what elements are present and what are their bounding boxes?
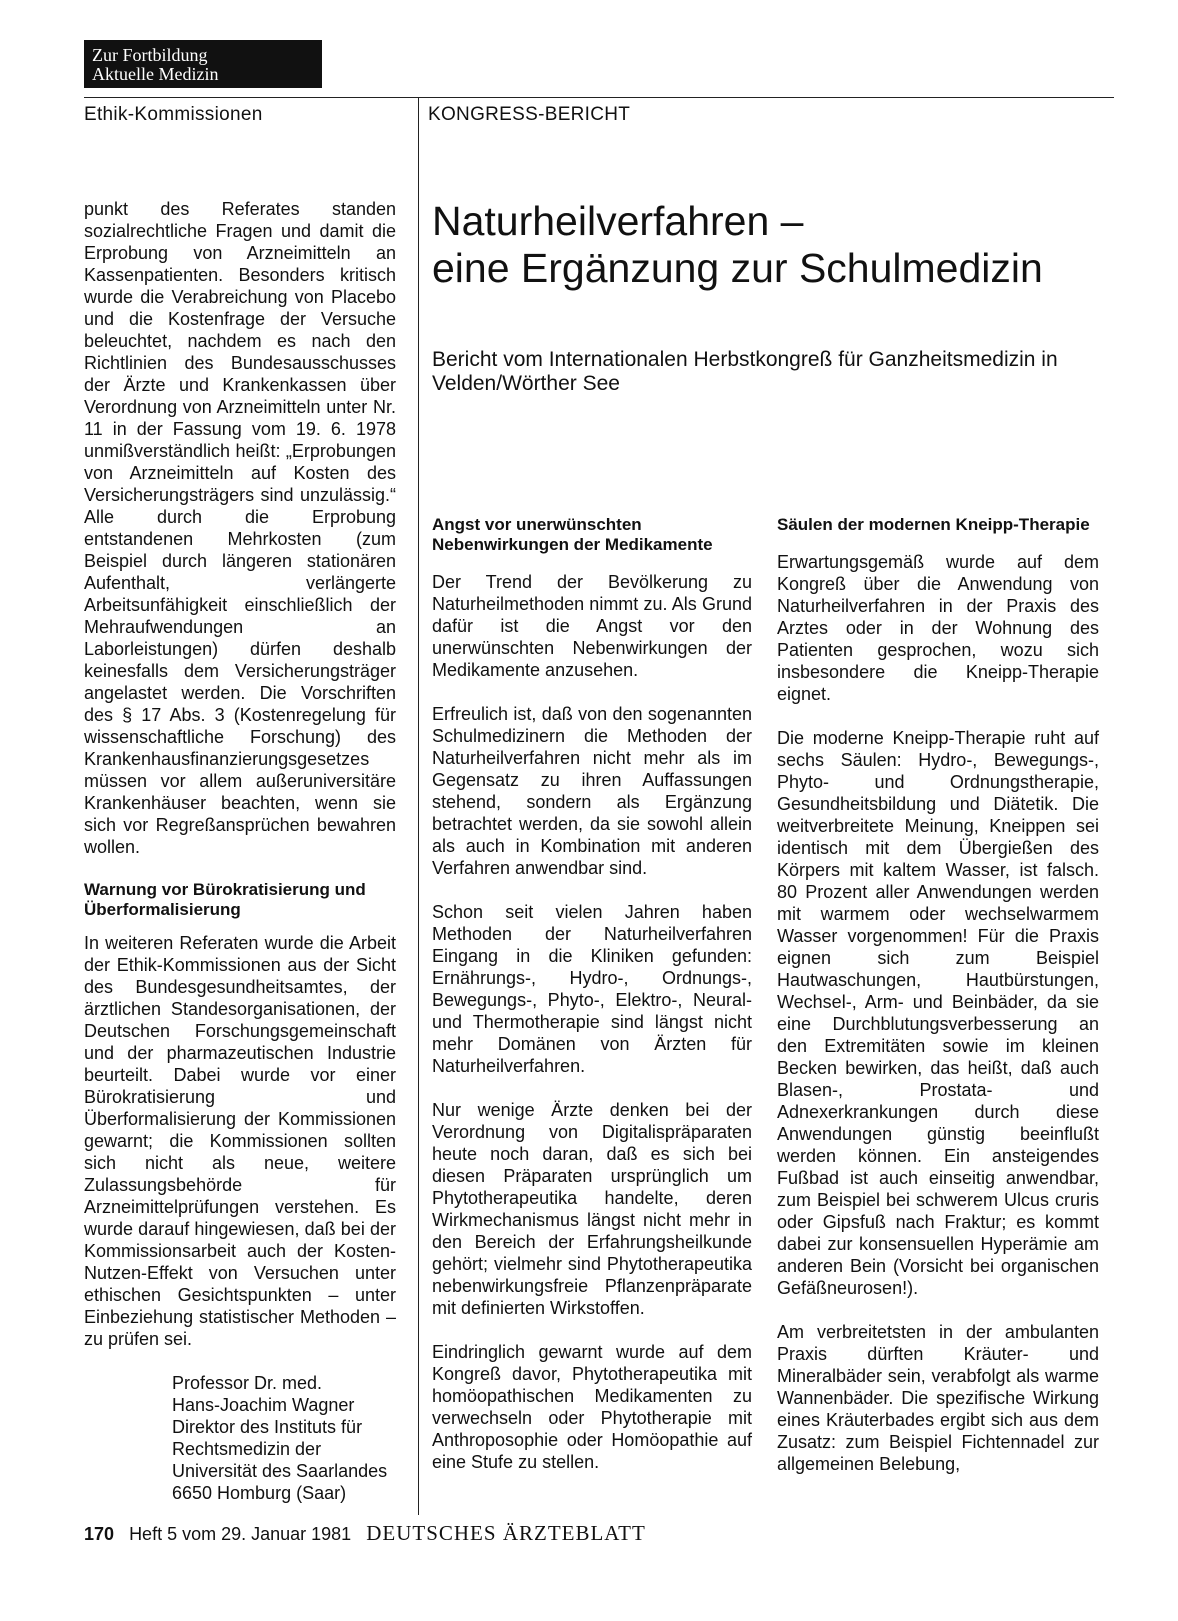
section-label-right: KONGRESS-BERICHT	[428, 104, 631, 125]
column-middle	[432, 515, 752, 1473]
section-heading: Warnung vor Bürokratisierung und Überformalisierung	[84, 880, 366, 919]
paragraph: Schon seit vielen Jahren haben Methoden der Naturheilverfahren Eingang in die Kliniken gefunden: Ernährungs-, Hydro-, Ordnungs-, Bewegungs-, Phyto-, Elektro-, Neural- und Thermotherapie sind längst nicht mehr Domänen von Ärzten für Naturheilverfahren.	[432, 902, 752, 1076]
badge-line-1: Zur Fortbildung	[92, 45, 208, 65]
author-block	[172, 1372, 396, 1504]
column-right	[777, 515, 1099, 1475]
paragraph: In weiteren Referaten wurde die Arbeit der Ethik-Kommissionen aus der Sicht des Bundesgesundheitsamtes, der ärztlichen Standesorganisationen, der Deutschen Forschungsgemeinschaft und der pharmazeutischen Industrie beurteilt. Dabei wurde vor einer Bürokratisierung und Überformalisierung der Kommissionen gewarnt; die Kommissionen sollten sich nicht als neue, weitere Zulassungsbehörde für Arzneimittelprüfungen verstehen. Es wurde darauf hingewiesen, daß bei der Kommissionsarbeit auch der Kosten-Nutzen-Effekt von Versuchen unter ethischen Gesichtspunkten – unter Einbeziehung statistischer Methoden – zu prüfen sei.	[84, 933, 396, 1349]
paragraph: Nur wenige Ärzte denken bei der Verordnung von Digitalispräparaten heute noch daran, daß es sich bei diesen Präparaten ursprünglich um Phytotherapeutika handelte, deren Wirkmechanismus längst nicht mehr in den Bereich der Erfahrungsheilkunde gehört; vielmehr sind Phytotherapeutika nebenwirkungsfreie Pflanzenpräparate mit definierten Wirkstoffen.	[432, 1100, 752, 1318]
author-line: Rechtsmedizin der	[172, 1439, 322, 1459]
paragraph: Erfreulich ist, daß von den sogenannten Schulmedizinern die Methoden der Naturheilverfahren nicht mehr als im Gegensatz zu ihren Auffassungen stehend, sondern als Ergänzung betrachtet werden, da sie sowohl allein als auch in Kombination mit anderen Verfahren anwendbar sind.	[432, 704, 752, 878]
page-footer	[84, 1521, 646, 1546]
author-line: 6650 Homburg (Saar)	[172, 1483, 347, 1503]
section-label-left: Ethik-Kommissionen	[84, 104, 263, 125]
section-badge	[84, 40, 322, 88]
article-title	[432, 198, 1112, 292]
paragraph: Am verbreitetsten in der ambulanten Praxis dürften Kräuter- und Mineralbäder sein, verabfolgt als warme Wannenbäder. Die spezifische Wirkung eines Kräuterbades ergibt sich aus dem Zusatz: zum Beispiel Fichtennadel zur allgemeinen Belebung,	[777, 1322, 1099, 1474]
header-rule	[84, 97, 1114, 98]
page-number: 170	[84, 1524, 115, 1544]
article-subtitle: Bericht vom Internationalen Herbstkongreß für Ganzheitsmedizin in Velden/Wörther See	[432, 348, 1058, 395]
title-line-1: Naturheilverfahren –	[432, 198, 804, 244]
section-heading: Angst vor unerwünschten Nebenwirkungen der Medikamente	[432, 515, 713, 554]
author-line: Direktor des Instituts für	[172, 1417, 363, 1437]
column-left	[84, 198, 396, 1504]
section-heading: Säulen der modernen Kneipp-Therapie	[777, 515, 1090, 534]
paragraph: Eindringlich gewarnt wurde auf dem Kongreß davor, Phytotherapeutika mit homöopathischen Medikamenten zu verwechseln oder Phytotherapie mit Anthroposophie oder Homöopathie auf eine Stufe zu stellen.	[432, 1342, 752, 1472]
column-divider	[418, 97, 419, 1515]
issue-info: Heft 5 vom 29. Januar 1981	[129, 1524, 352, 1544]
journal-name: DEUTSCHES ÄRZTEBLATT	[366, 1521, 646, 1545]
paragraph: punkt des Referates standen sozialrechtliche Fragen und damit die Erprobung von Arzneimitteln an Kassenpatienten. Besonders kritisch wurde die Verabreichung von Placebo und die Kostenfrage der Versuche beleuchtet, nachdem es nach den Richtlinien des Bundesausschusses der Ärzte und Krankenkassen über Verordnung von Arzneimitteln unter Nr. 11 in der Fassung vom 19. 6. 1978 unmißverständlich heißt: „Erprobungen von Arzneimitteln auf Kosten des Versicherungsträgers sind unzulässig.“ Alle durch die Erprobung entstandenen Mehrkosten (zum Beispiel durch längeren stationären Aufenthalt, verlängerte Arbeitsunfähigkeit einschließlich der Mehraufwendungen an Laborleistungen) dürfen deshalb keinesfalls dem Versicherungsträger angelastet werden. Die Vorschriften des § 17 Abs. 3 (Kostenregelung für wissenschaftliche Forschung) des Krankenhausfinanzierungsgesetzes müssen vor allem außeruniversitäre Krankenhäuser beachten, wenn sie sich vor Regreßansprüchen bewahren wollen.	[84, 199, 396, 857]
paragraph: Der Trend der Bevölkerung zu Naturheilmethoden nimmt zu. Als Grund dafür ist die Angst vor den unerwünschten Nebenwirkungen der Medikamente anzusehen.	[432, 572, 752, 680]
author-line: Hans-Joachim Wagner	[172, 1395, 355, 1415]
paragraph: Erwartungsgemäß wurde auf dem Kongreß über die Anwendung von Naturheilverfahren in der Praxis des Arztes oder in der Wohnung des Patienten gesprochen, wozu sich insbesondere die Kneipp-Therapie eignet.	[777, 552, 1099, 704]
author-line: Universität des Saarlandes	[172, 1461, 388, 1481]
title-line-2: eine Ergänzung zur Schulmedizin	[432, 245, 1043, 291]
author-line: Professor Dr. med.	[172, 1373, 323, 1393]
paragraph: Die moderne Kneipp-Therapie ruht auf sechs Säulen: Hydro-, Bewegungs-, Phyto- und Ordnungstherapie, Gesundheitsbildung und Diätetik. Die weitverbreitete Meinung, Kneippen sei identisch mit dem Übergießen des Körpers mit kaltem Wasser, ist falsch. 80 Prozent aller Anwendungen werden mit warmem oder wechselwarmem Wasser vorgenommen! Für die Praxis eignen sich zum Beispiel Hautwaschungen, Hautbürstungen, Wechsel-, Arm- und Beinbäder, da sie eine Durchblutungsverbesserung an den Extremitäten sowie im kleinen Becken bewirken, das heißt, daß auch Blasen-, Prostata- und Adnexerkrankungen durch diese Anwendungen günstig beeinflußt werden können. Ein ansteigendes Fußbad ist auch einseitig anwendbar, zum Beispiel bei schwerem Ulcus cruris oder Gipsfuß nach Fraktur; es kommt dabei zur konsensuellen Hyperämie am anderen Bein (Vorsicht bei organischen Gefäßneurosen!).	[777, 728, 1099, 1298]
badge-line-2: Aktuelle Medizin	[92, 64, 219, 84]
